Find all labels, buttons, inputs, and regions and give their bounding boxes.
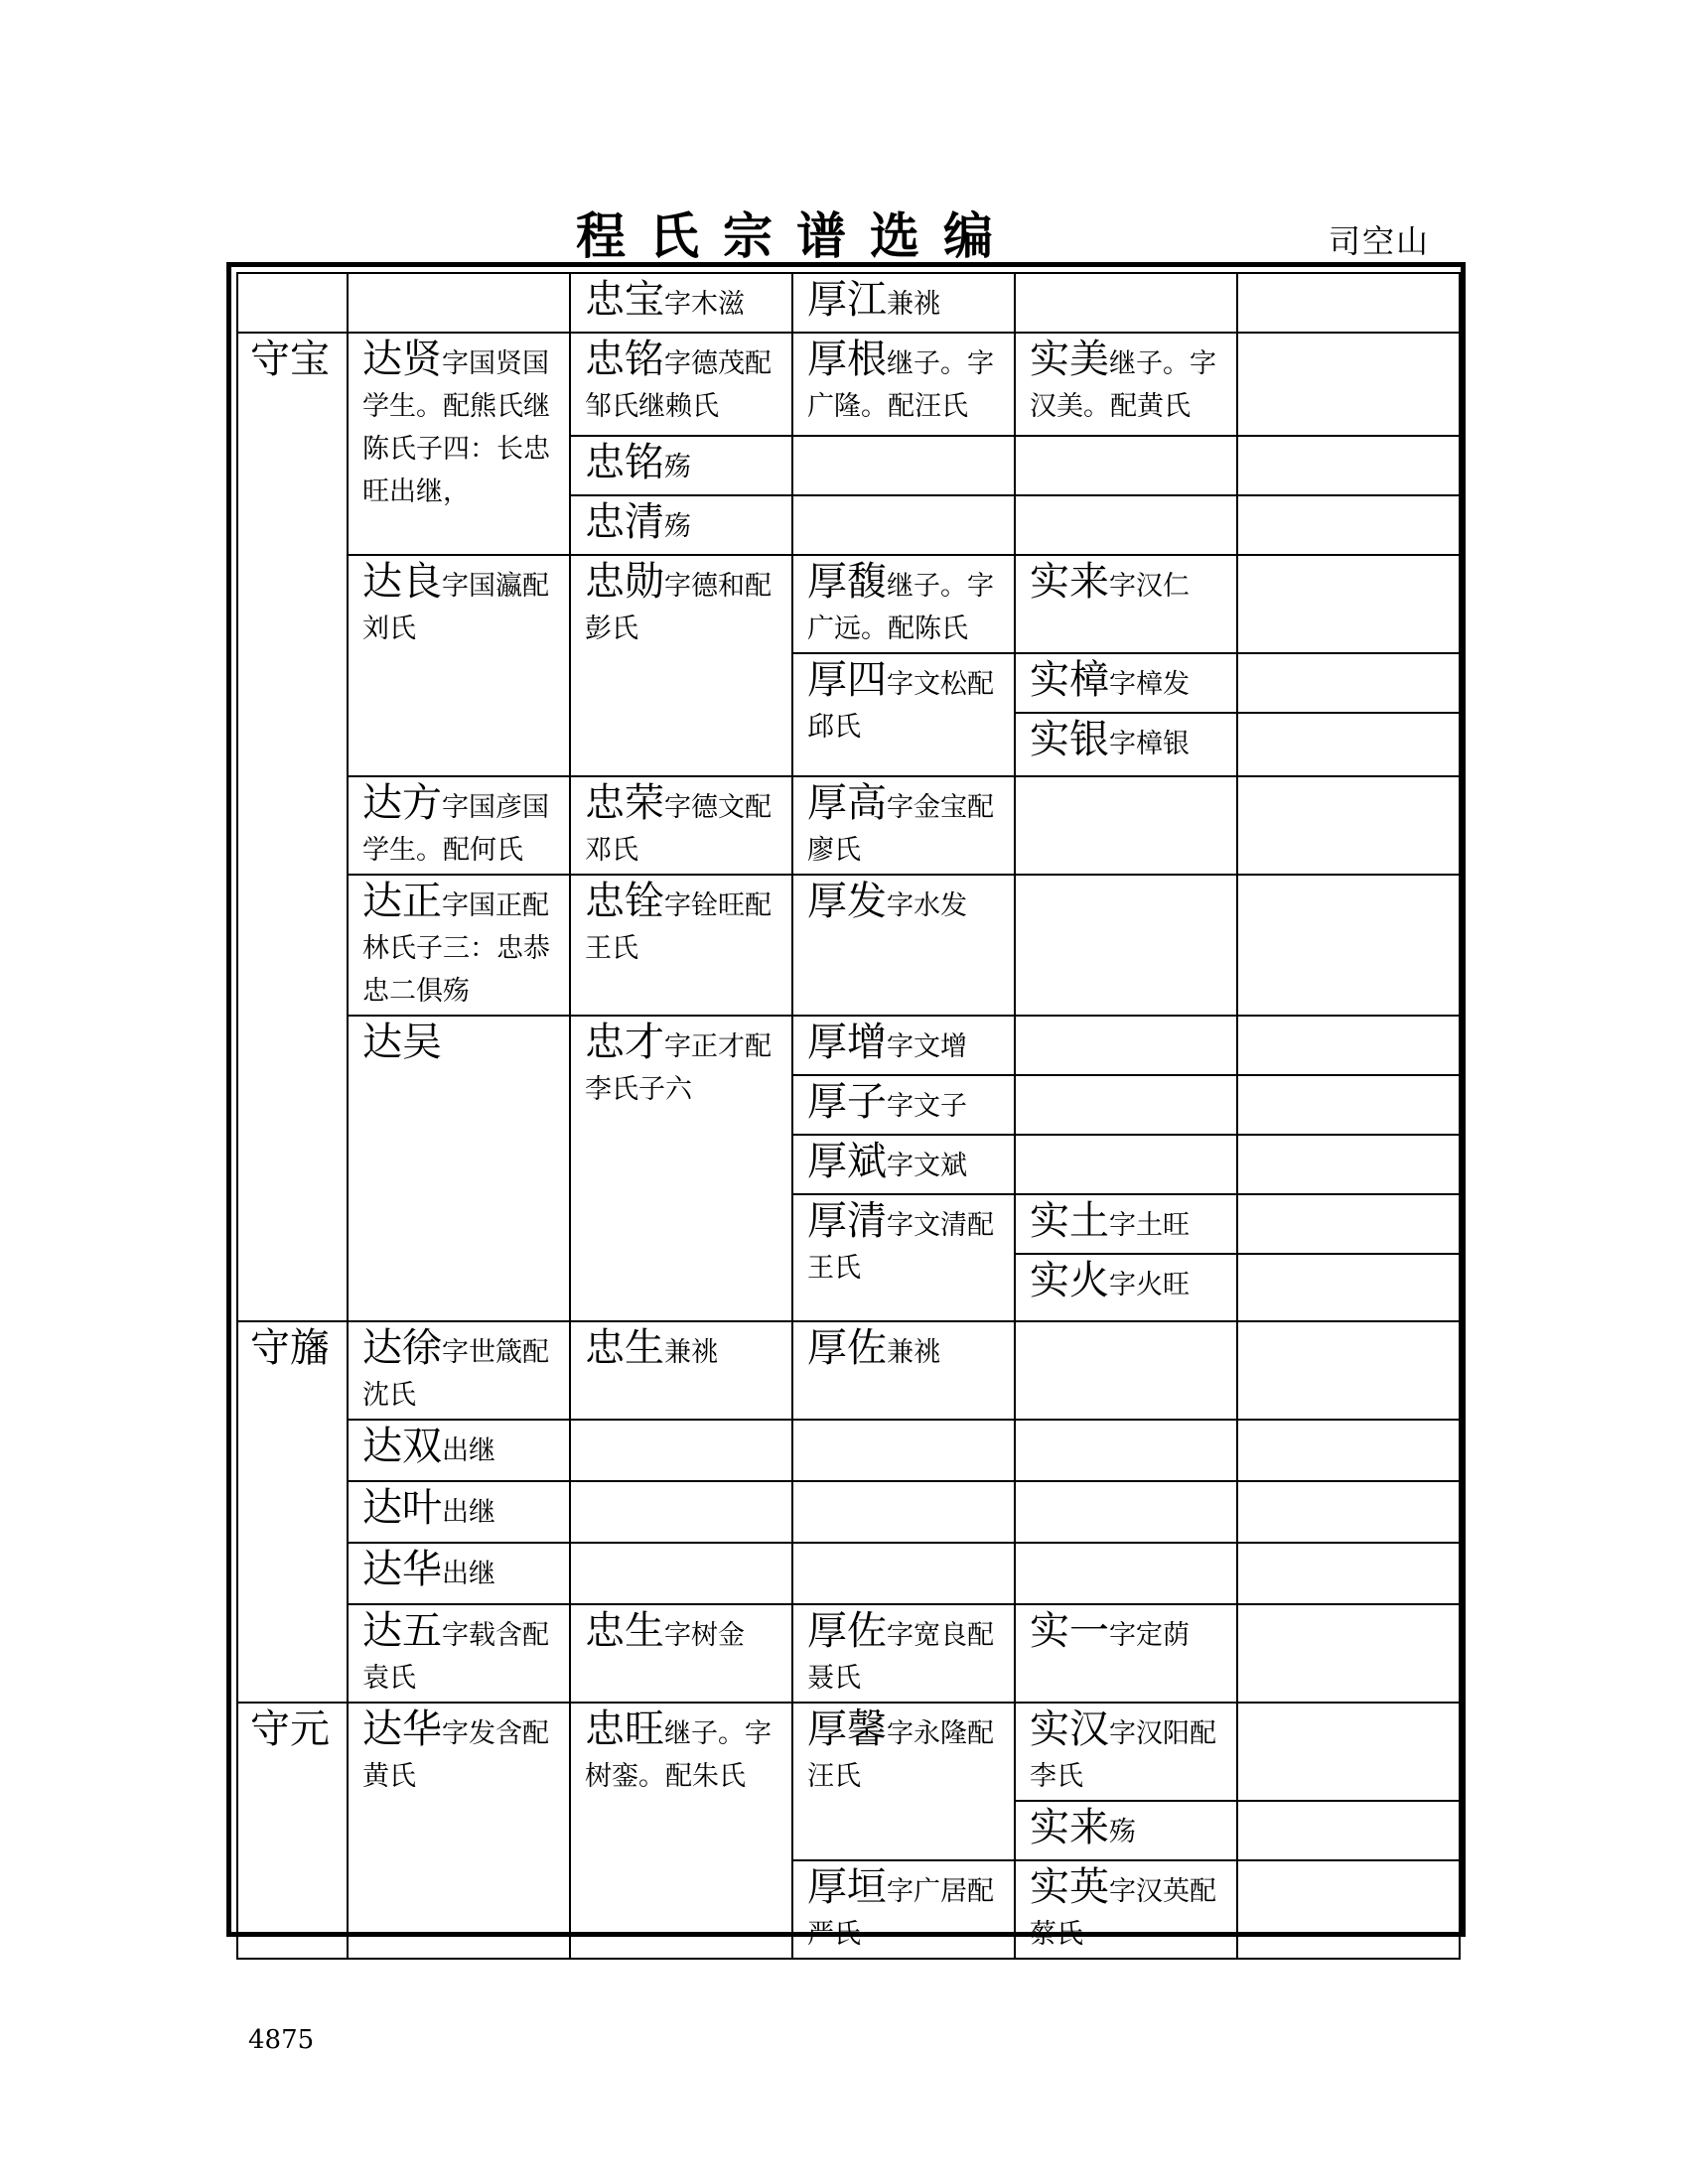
genealogy-cell [1015, 653, 1237, 713]
genealogy-cell [792, 495, 1015, 555]
genealogy-cell [348, 1703, 570, 1959]
genealogy-cell [792, 1604, 1015, 1703]
person-note: 字正才配李氏子六 [585, 1031, 772, 1105]
person-name: 厚清 [807, 1198, 887, 1244]
person-note: 殇 [664, 452, 691, 482]
person-name: 忠旺 [585, 1706, 664, 1752]
person-note: 字铨旺配王氏 [585, 890, 772, 964]
person-note: 字国正配林氏子三：忠恭忠二俱殇 [362, 890, 550, 1007]
person-name: 忠清 [585, 499, 664, 545]
genealogy-cell [1015, 1481, 1237, 1543]
person-name: 实火 [1030, 1258, 1109, 1303]
genealogy-cell [1237, 333, 1460, 436]
person-note: 字国贤国学生。配熊氏继陈氏子四：长忠旺出继， [362, 348, 550, 507]
person-note: 字广居配严氏 [807, 1876, 994, 1950]
genealogy-cell [1237, 776, 1460, 875]
genealogy-cell [237, 1703, 348, 1959]
person-note: 出继 [442, 1559, 495, 1589]
genealogy-cell [1015, 1016, 1237, 1075]
location-label: 司空山 [1329, 222, 1431, 260]
person-name: 厚馥 [807, 559, 887, 605]
person-name: 达华 [362, 1547, 442, 1592]
genealogy-cell [1237, 713, 1460, 776]
genealogy-cell [1237, 495, 1460, 555]
genealogy-cell [237, 333, 348, 1321]
person-name: 忠铭 [585, 337, 664, 382]
person-name: 实一 [1030, 1608, 1109, 1654]
person-note: 字德茂配邹氏继赖氏 [585, 348, 772, 422]
person-name: 厚垣 [807, 1864, 887, 1910]
genealogy-cell [570, 776, 792, 875]
person-name: 厚高 [807, 780, 887, 826]
genealogy-cell [792, 1194, 1015, 1321]
genealogy-cell [1237, 1254, 1460, 1321]
genealogy-cell [1015, 1321, 1237, 1420]
table-row [237, 776, 1460, 875]
person-note: 字文松配邱氏 [807, 669, 994, 743]
genealogy-cell [792, 1016, 1015, 1075]
genealogy-cell [792, 1481, 1015, 1543]
person-name: 达五 [362, 1608, 442, 1654]
table-row [237, 1543, 1460, 1604]
person-name: 实樟 [1030, 657, 1109, 703]
genealogy-cell [792, 1860, 1015, 1959]
person-note: 字樟银 [1109, 729, 1190, 759]
person-name: 实银 [1030, 717, 1109, 762]
person-name: 忠铨 [585, 879, 664, 924]
genealogy-cell [570, 273, 792, 333]
person-note: 字宽良配聂氏 [807, 1620, 994, 1694]
person-name: 达叶 [362, 1485, 442, 1531]
person-note: 兼祧 [664, 1337, 718, 1368]
person-name: 实来 [1030, 559, 1109, 605]
genealogy-cell [570, 1016, 792, 1321]
genealogy-cell [348, 1481, 570, 1543]
person-note: 字定荫 [1109, 1620, 1190, 1651]
person-note: 字文子 [887, 1091, 967, 1122]
page-title: 程氏宗谱选编 [576, 206, 1017, 265]
person-name: 忠生 [585, 1325, 664, 1371]
person-name: 达双 [362, 1424, 442, 1469]
genealogy-cell [570, 1420, 792, 1481]
genealogy-cell [570, 436, 792, 495]
genealogy-cell [1237, 1135, 1460, 1194]
table-row [237, 1420, 1460, 1481]
person-name: 达良 [362, 559, 442, 605]
person-name: 忠才 [585, 1020, 664, 1065]
genealogy-cell [570, 1543, 792, 1604]
genealogy-cell [1015, 1075, 1237, 1135]
genealogy-cell [1015, 776, 1237, 875]
person-note: 字火旺 [1109, 1270, 1190, 1300]
genealogy-cell [792, 1321, 1015, 1420]
person-note: 殇 [664, 511, 691, 542]
table-row [237, 1481, 1460, 1543]
genealogy-cell [237, 273, 348, 333]
page-number: 4875 [248, 2025, 315, 2055]
person-name: 实美 [1030, 337, 1109, 382]
genealogy-cell [1237, 1420, 1460, 1481]
genealogy-cell [1237, 1604, 1460, 1703]
person-note: 字树金 [664, 1620, 745, 1651]
genealogy-cell [348, 1016, 570, 1321]
genealogy-cell [348, 1604, 570, 1703]
person-note: 字汉阳配李氏 [1030, 1718, 1216, 1792]
person-note: 字国彦国学生。配何氏 [362, 792, 549, 866]
table-row [237, 1016, 1460, 1075]
genealogy-cell [1015, 1194, 1237, 1254]
genealogy-cell [1015, 436, 1237, 495]
genealogy-cell [570, 333, 792, 436]
genealogy-cell [1015, 1543, 1237, 1604]
person-name: 厚斌 [807, 1139, 887, 1184]
genealogy-cell [348, 1321, 570, 1420]
person-name: 厚佐 [807, 1325, 887, 1371]
person-note: 继子。字广远。配陈氏 [807, 571, 994, 644]
genealogy-cell [570, 495, 792, 555]
person-name: 实英 [1030, 1864, 1109, 1910]
person-name: 忠铭 [585, 440, 664, 485]
person-name: 忠生 [585, 1608, 664, 1654]
genealogy-cell [1015, 1254, 1237, 1321]
genealogy-cell [1237, 1016, 1460, 1075]
genealogy-cell [1237, 1321, 1460, 1420]
person-name: 厚四 [807, 657, 887, 703]
genealogy-cell [570, 875, 792, 1016]
genealogy-cell [1015, 1860, 1237, 1959]
table-row [237, 1604, 1460, 1703]
genealogy-cell [1237, 1801, 1460, 1860]
person-name: 守旛 [250, 1325, 330, 1371]
genealogy-cell [792, 333, 1015, 436]
genealogy-cell [1015, 875, 1237, 1016]
person-note: 字木滋 [664, 289, 745, 320]
person-note: 字世箴配沈氏 [362, 1337, 549, 1411]
genealogy-cell [570, 1604, 792, 1703]
genealogy-cell [1237, 555, 1460, 653]
person-note: 兼祧 [887, 289, 940, 320]
person-name: 厚子 [807, 1079, 887, 1125]
genealogy-cell [1015, 555, 1237, 653]
genealogy-cell [1015, 713, 1237, 776]
person-name: 守宝 [250, 337, 330, 382]
genealogy-cell [348, 1543, 570, 1604]
genealogy-cell [1237, 1481, 1460, 1543]
genealogy-cell [792, 875, 1015, 1016]
table-row [237, 555, 1460, 653]
genealogy-cell [1237, 653, 1460, 713]
person-name: 实来 [1030, 1805, 1109, 1850]
genealogy-cell [348, 555, 570, 776]
genealogy-cell [792, 555, 1015, 653]
genealogy-cell [1015, 1801, 1237, 1860]
genealogy-cell [1015, 1420, 1237, 1481]
genealogy-cell [1015, 333, 1237, 436]
genealogy-cell [348, 333, 570, 555]
person-name: 达徐 [362, 1325, 442, 1371]
person-name: 厚增 [807, 1020, 887, 1065]
genealogy-cell [348, 1420, 570, 1481]
genealogy-cell [1015, 1135, 1237, 1194]
person-note: 字汉英配蔡氏 [1030, 1876, 1216, 1950]
genealogy-cell [1015, 1604, 1237, 1703]
genealogy-cell [792, 776, 1015, 875]
person-note: 继子。字广隆。配汪氏 [807, 348, 994, 422]
person-name: 达方 [362, 780, 442, 826]
genealogy-cell [348, 875, 570, 1016]
genealogy-cell [1237, 1194, 1460, 1254]
genealogy-cell [1237, 1703, 1460, 1801]
person-note: 字金宝配廖氏 [807, 792, 994, 866]
person-note: 字德文配邓氏 [585, 792, 772, 866]
person-name: 厚发 [807, 879, 887, 924]
genealogy-cell [570, 1703, 792, 1959]
table-row [237, 1321, 1460, 1420]
person-name: 达吴 [362, 1020, 442, 1065]
table-row [237, 273, 1460, 333]
genealogy-cell [1237, 1543, 1460, 1604]
genealogy-cell [348, 776, 570, 875]
genealogy-cell [1237, 436, 1460, 495]
person-note: 字德和配彭氏 [585, 571, 772, 644]
genealogy-cell [792, 653, 1015, 776]
person-name: 厚佐 [807, 1608, 887, 1654]
genealogy-table [236, 272, 1461, 1960]
person-name: 忠宝 [585, 277, 664, 323]
person-name: 达正 [362, 879, 442, 924]
table-row [237, 1703, 1460, 1801]
person-name: 实土 [1030, 1198, 1109, 1244]
person-note: 字水发 [887, 890, 967, 921]
genealogy-cell [1237, 875, 1460, 1016]
genealogy-cell [1237, 273, 1460, 333]
genealogy-cell [1015, 1703, 1237, 1801]
genealogy-cell [1237, 1860, 1460, 1959]
person-note: 出继 [442, 1435, 495, 1466]
person-note: 字永隆配汪氏 [807, 1718, 994, 1792]
genealogy-cell [570, 555, 792, 776]
person-note: 殇 [1109, 1817, 1136, 1847]
genealogy-cell [570, 1321, 792, 1420]
person-name: 守元 [250, 1706, 330, 1752]
person-name: 忠勋 [585, 559, 664, 605]
person-note: 字文清配王氏 [807, 1210, 994, 1284]
genealogy-cell [792, 1543, 1015, 1604]
table-row [237, 875, 1460, 1016]
genealogy-cell [348, 273, 570, 333]
person-note: 继子。字树銮。配朱氏 [585, 1718, 772, 1792]
genealogy-cell [792, 436, 1015, 495]
person-name: 达华 [362, 1706, 442, 1752]
person-note: 继子。字汉美。配黄氏 [1030, 348, 1216, 422]
genealogy-cell [792, 273, 1015, 333]
person-note: 兼祧 [887, 1337, 940, 1368]
person-note: 字土旺 [1109, 1210, 1190, 1241]
genealogy-cell [792, 1075, 1015, 1135]
person-note: 字国瀛配刘氏 [362, 571, 549, 644]
person-name: 实汉 [1030, 1706, 1109, 1752]
genealogy-cell [570, 1481, 792, 1543]
person-note: 字汉仁 [1109, 571, 1190, 602]
genealogy-cell [1015, 273, 1237, 333]
person-note: 字文增 [887, 1031, 967, 1062]
genealogy-cell [792, 1420, 1015, 1481]
person-note: 字樟发 [1109, 669, 1190, 700]
person-name: 厚江 [807, 277, 887, 323]
person-note: 出继 [442, 1497, 495, 1528]
person-name: 忠荣 [585, 780, 664, 826]
genealogy-cell [1015, 495, 1237, 555]
genealogy-cell [792, 1703, 1015, 1860]
person-name: 厚馨 [807, 1706, 887, 1752]
person-note: 字载含配袁氏 [362, 1620, 549, 1694]
genealogy-cell [237, 1321, 348, 1703]
person-note: 字发含配黄氏 [362, 1718, 549, 1792]
person-note: 字文斌 [887, 1151, 967, 1181]
genealogy-cell [1237, 1075, 1460, 1135]
person-name: 厚根 [807, 337, 887, 382]
table-row [237, 333, 1460, 436]
genealogy-cell [792, 1135, 1015, 1194]
person-name: 达贤 [362, 337, 442, 382]
